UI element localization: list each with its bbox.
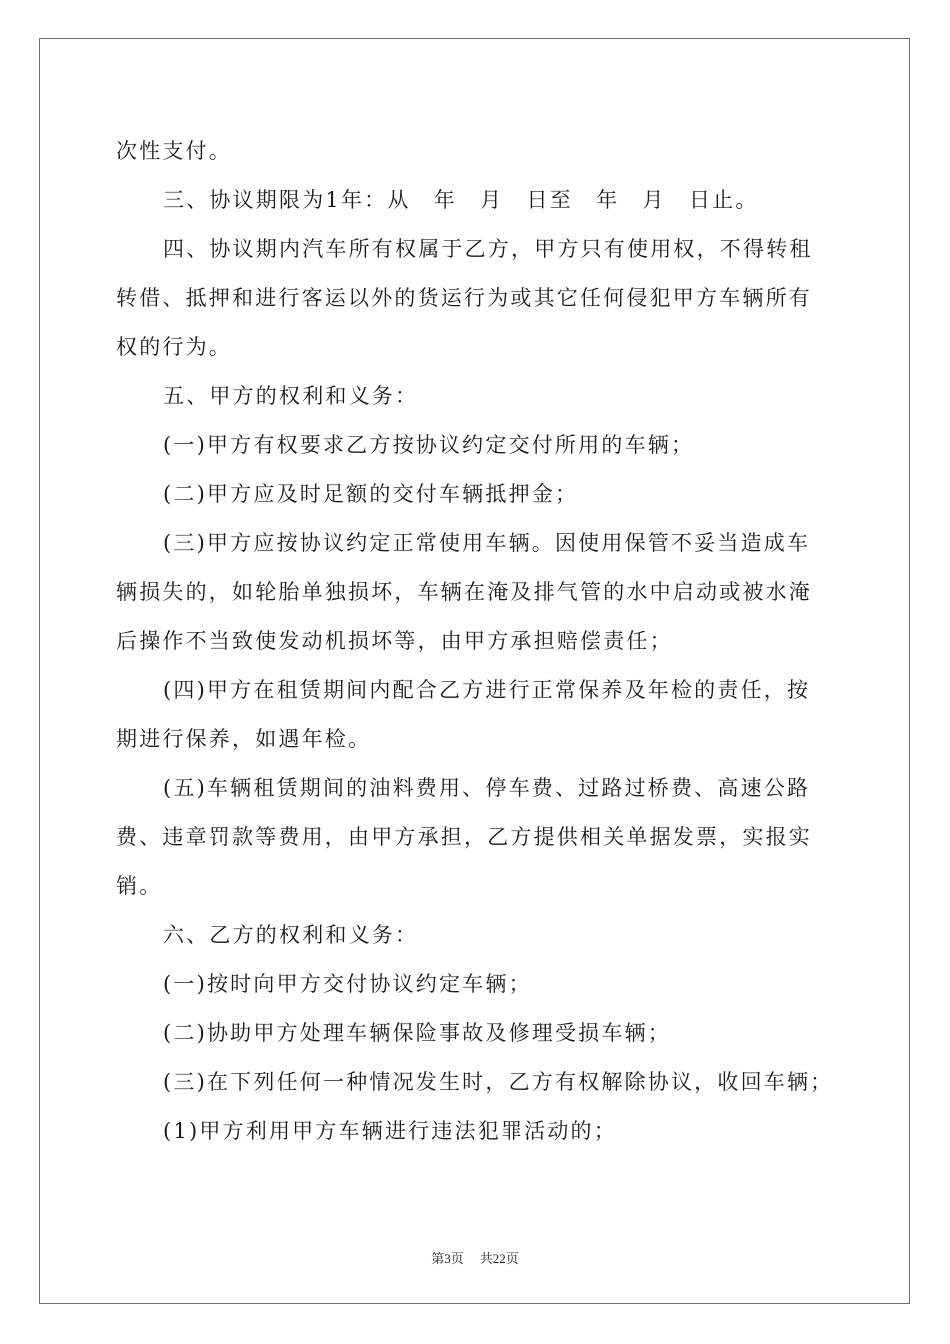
page-footer (0, 1248, 950, 1267)
text-line: (1)甲方利用甲方车辆进行违法犯罪活动的； (163, 1119, 617, 1143)
text-line: 四、协议期内汽车所有权属于乙方，甲方只有使用权，不得转租 (163, 237, 813, 261)
document-body (116, 127, 836, 1156)
text-line: 后操作不当致使发动机损坏等，由甲方承担赔偿责任； (116, 629, 673, 653)
text-line: 销。 (116, 874, 163, 898)
text-line: 次性支付。 (116, 139, 232, 163)
text-line: 六、乙方的权利和义务： (163, 923, 419, 947)
text-line: (一)甲方有权要求乙方按协议约定交付所用的车辆； (163, 433, 695, 457)
text-line: 期进行保养，如遇年检。 (116, 727, 372, 751)
text-line: (二)协助甲方处理车辆保险事故及修理受损车辆； (163, 1021, 671, 1045)
text-line: 转借、抵押和进行客运以外的货运行为或其它任何侵犯甲方车辆所有 (116, 286, 812, 310)
text-line: 权的行为。 (116, 335, 232, 359)
page-number: 第3页 (431, 1251, 464, 1266)
page-total: 共22页 (479, 1251, 519, 1266)
text-line: (五)车辆租赁期间的油料费用、停车费、过路过桥费、高速公路 (163, 776, 811, 800)
text-line: (三)甲方应按协议约定正常使用车辆。因使用保管不妥当造成车 (163, 531, 811, 555)
text-line: 费、违章罚款等费用，由甲方承担，乙方提供相关单据发票，实报实 (116, 825, 812, 849)
text-line: 辆损失的，如轮胎单独损坏，车辆在淹及排气管的水中启动或被水淹 (116, 580, 812, 604)
text-line: (四)甲方在租赁期间内配合乙方进行正常保养及年检的责任，按 (163, 678, 811, 702)
text-line: (二)甲方应及时足额的交付车辆抵押金； (163, 482, 579, 506)
text-line: (一)按时向甲方交付协议约定车辆； (163, 972, 532, 996)
text-line: (三)在下列任何一种情况发生时，乙方有权解除协议，收回车辆； (163, 1070, 834, 1094)
text-line: 三、协议期限为1年：从 年 月 日至 年 月 日止。 (163, 188, 759, 212)
text-line: 五、甲方的权利和义务： (163, 384, 419, 408)
